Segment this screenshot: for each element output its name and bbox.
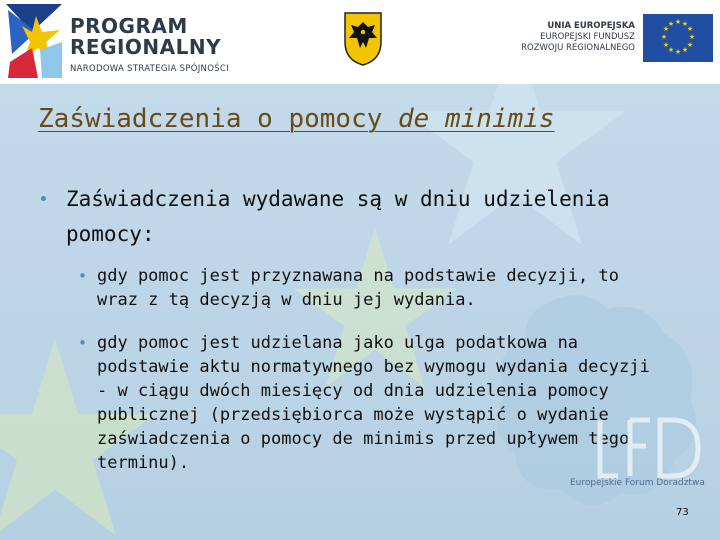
sub-bullet-text: gdy pomoc jest udzielana jako ulga podatkowa na podstawie aktu normatywnego bez wymogu wydania decyzji - w ciągu dwóch miesięcy od dnia udzielenia pomocy publicznej (przedsiębiorca może wystąpić o wydanie zaświadczenia o pomocy de minimis przed upływem tego terminu). [97,333,650,473]
svg-text:★: ★ [674,18,682,26]
svg-text:★: ★ [667,46,675,54]
program-title [70,16,221,58]
sub-bullet-text: gdy pomoc jest przyznawana na podstawie decyzji, to wraz z tą decyzją w dniu jej wydania. [97,266,619,310]
program-line1: PROGRAM [70,14,188,38]
efd-caption: Europejskie Forum Doradztwa [570,478,705,488]
main-bullet [38,182,678,252]
eu-line3: ROZWOJU REGIONALNEGO [521,43,635,53]
program-regionalny-logo-icon [2,2,64,80]
svg-text:★: ★ [660,33,668,41]
bullet-dot-icon: • [38,189,49,210]
eu-line2: EUROPEJSKI FUNDUSZ [540,32,635,42]
coat-of-arms-icon [344,12,382,66]
svg-text:★: ★ [681,20,689,28]
svg-text:★: ★ [662,25,670,33]
svg-text:★: ★ [674,48,682,56]
eu-fund-label [507,21,635,54]
title-main-text: Zaświadczenia o pomocy [38,104,399,134]
program-subtitle: NARODOWA STRATEGIA SPÓJNOŚCI [70,64,229,74]
page-number: 73 [676,507,689,518]
main-bullet-text: Zaświadczenia wydawane są w dniu udzielenia pomocy: [66,187,610,246]
svg-text:★: ★ [681,46,689,54]
bullet-dot-icon: • [78,267,88,285]
slide-title [38,104,555,134]
svg-text:★: ★ [688,33,696,41]
eu-line1: UNIA EUROPEJSKA [547,21,635,31]
svg-text:★: ★ [667,20,675,28]
eu-flag-icon [643,14,713,62]
title-italic-text: de minimis [398,104,555,134]
bullet-dot-icon: • [78,334,88,352]
program-line2: REGIONALNY [70,35,222,59]
sub-bullet [78,264,668,312]
svg-text:★: ★ [686,25,694,33]
header-banner [0,0,720,84]
svg-text:★: ★ [686,41,694,49]
svg-text:★: ★ [662,41,670,49]
